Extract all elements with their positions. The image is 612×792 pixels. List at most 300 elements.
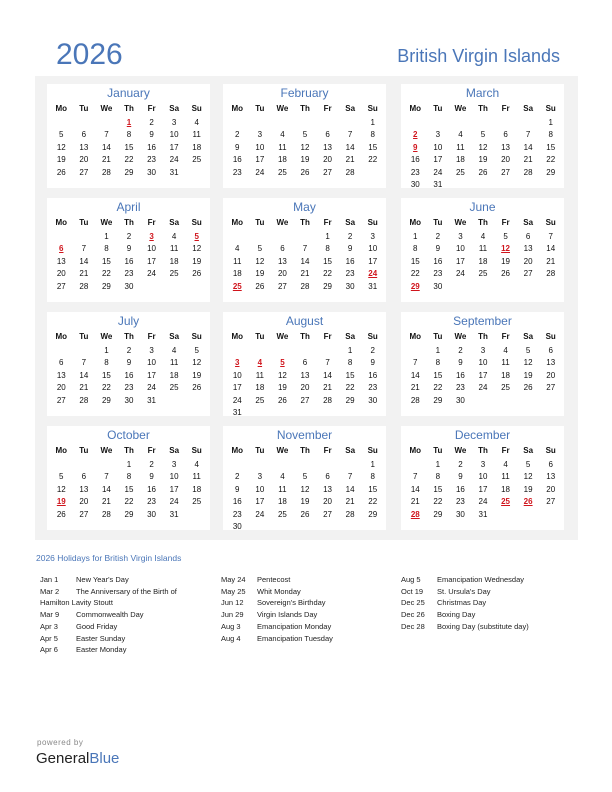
holiday-entry (40, 633, 177, 645)
day-cell: 29 (546, 167, 556, 177)
day-grid (404, 345, 562, 407)
day-cell: 30 (455, 509, 465, 519)
day-cell: 16 (410, 155, 420, 165)
day-cell: 28 (323, 395, 333, 405)
weekday-label: Tu (433, 332, 443, 341)
empty-cell (294, 117, 317, 129)
day-cell: 30 (433, 281, 443, 291)
holiday-entry (221, 609, 333, 621)
empty-cell (316, 345, 339, 357)
holiday-day-cell: 19 (56, 497, 66, 507)
day-cell: 5 (503, 232, 508, 241)
day-cell: 14 (79, 256, 89, 266)
day-cell: 25 (277, 509, 287, 519)
day-cell: 28 (546, 269, 556, 279)
day-cell: 15 (368, 142, 378, 152)
day-cell: 9 (458, 472, 463, 482)
day-grid (50, 459, 208, 521)
holiday-name: Pentecost (257, 575, 291, 584)
day-cell: 17 (433, 155, 443, 165)
day-cell: 18 (455, 155, 465, 165)
month-name: August (285, 314, 324, 328)
day-cell: 14 (345, 484, 355, 494)
day-grid (404, 231, 562, 293)
weekday-label: Su (191, 332, 202, 341)
day-cell: 20 (300, 383, 310, 393)
weekday-label: Th (300, 446, 310, 455)
day-cell: 17 (255, 155, 265, 165)
holiday-day-cell: 5 (280, 358, 285, 368)
day-cell: 21 (523, 155, 533, 165)
weekday-label: Su (367, 446, 378, 455)
day-cell: 28 (101, 509, 111, 519)
day-cell: 25 (169, 269, 179, 279)
day-cell: 17 (169, 484, 179, 494)
weekday-label: Su (545, 332, 556, 341)
day-cell: 21 (79, 269, 89, 279)
holiday-day-cell: 4 (257, 358, 263, 368)
holiday-date: Dec 25 (401, 598, 425, 608)
empty-cell (294, 459, 317, 471)
day-cell: 22 (368, 155, 378, 165)
weekday-label: Sa (523, 104, 534, 113)
day-cell: 18 (169, 370, 179, 380)
day-cell: 1 (325, 232, 330, 241)
day-cell: 7 (347, 130, 353, 140)
day-cell: 19 (255, 269, 265, 279)
day-cell: 10 (147, 358, 157, 368)
weekday-label: Fr (147, 218, 156, 227)
day-cell: 20 (546, 484, 556, 494)
day-grid (226, 231, 384, 293)
day-cell: 1 (435, 346, 441, 355)
day-cell: 12 (192, 358, 202, 368)
weekday-label: We (454, 218, 467, 227)
weekday-header (50, 218, 208, 227)
holiday-date: Oct 19 (401, 586, 424, 596)
day-cell: 3 (149, 346, 154, 355)
holiday-date: Aug 4 (221, 633, 241, 643)
day-cell: 24 (147, 383, 157, 393)
weekday-label: Mo (55, 332, 68, 341)
day-cell: 9 (149, 472, 154, 482)
day-cell: 6 (59, 358, 64, 368)
holiday-name: Good Friday (76, 621, 118, 631)
holiday-name: Easter Monday (76, 645, 127, 655)
weekday-label: We (276, 104, 289, 113)
month-name: September (453, 314, 512, 328)
day-cell: 29 (368, 509, 378, 519)
day-cell: 24 (433, 167, 443, 177)
month-name: November (276, 428, 333, 442)
holiday-day-cell: 3 (235, 358, 240, 368)
day-cell: 18 (169, 256, 179, 266)
day-cell: 1 (370, 118, 375, 127)
day-cell: 12 (523, 358, 533, 368)
day-cell: 23 (368, 383, 378, 393)
day-cell: 25 (192, 155, 202, 165)
day-cell: 10 (455, 244, 465, 254)
day-cell: 7 (104, 130, 109, 140)
day-cell: 17 (147, 370, 157, 380)
day-cell: 23 (124, 383, 134, 393)
weekday-label: Th (478, 446, 488, 455)
holiday-date: Mar 9 (40, 610, 60, 620)
empty-cell (249, 459, 272, 471)
day-cell: 8 (325, 244, 330, 254)
day-cell: 19 (501, 256, 511, 266)
day-cell: 13 (56, 256, 66, 266)
day-cell: 13 (56, 370, 66, 380)
weekday-label: Sa (169, 446, 180, 455)
empty-cell (339, 117, 362, 129)
day-cell: 9 (435, 244, 441, 254)
weekday-label: We (100, 104, 113, 113)
day-cell: 24 (147, 269, 157, 279)
empty-cell (271, 117, 294, 129)
day-cell: 16 (455, 484, 465, 494)
day-cell: 22 (410, 269, 420, 279)
day-cell: 19 (192, 256, 202, 266)
day-cell: 22 (433, 497, 443, 507)
day-cell: 2 (347, 232, 353, 241)
day-cell: 21 (300, 269, 310, 279)
day-cell: 23 (410, 167, 420, 177)
day-cell: 24 (455, 269, 465, 279)
weekday-label: We (276, 218, 289, 227)
day-cell: 6 (81, 472, 87, 482)
day-cell: 27 (523, 269, 533, 279)
weekday-label: We (276, 446, 289, 455)
month-october (47, 426, 210, 530)
weekday-label: Tu (255, 332, 265, 341)
month-august (223, 312, 386, 416)
day-cell: 14 (101, 484, 111, 494)
day-cell: 2 (435, 232, 441, 241)
day-cell: 17 (232, 383, 242, 393)
empty-cell (226, 459, 249, 471)
day-cell: 16 (147, 142, 157, 152)
year-title: 2026 (56, 38, 123, 71)
day-cell: 14 (300, 256, 310, 266)
holiday-day-cell: 2 (413, 130, 418, 140)
day-cell: 13 (79, 484, 89, 494)
weekday-label: Sa (523, 332, 534, 341)
day-cell: 15 (323, 256, 333, 266)
day-cell: 2 (458, 460, 463, 469)
holiday-day-cell: 28 (410, 509, 420, 519)
holiday-date: Apr 3 (40, 621, 58, 631)
day-cell: 23 (232, 509, 242, 519)
holiday-entry (401, 574, 529, 586)
day-cell: 5 (302, 130, 308, 140)
day-cell: 24 (255, 167, 265, 177)
day-cell: 6 (548, 346, 553, 355)
day-cell: 14 (410, 484, 420, 494)
day-cell: 19 (478, 155, 488, 165)
day-cell: 8 (435, 358, 441, 368)
day-cell: 29 (124, 509, 134, 519)
day-cell: 1 (104, 232, 109, 241)
day-cell: 11 (192, 130, 201, 140)
weekday-label: Th (478, 104, 488, 113)
day-cell: 20 (79, 497, 89, 507)
day-cell: 22 (546, 155, 556, 165)
day-cell: 12 (56, 142, 66, 152)
day-cell: 28 (101, 167, 111, 177)
weekday-label: Tu (255, 218, 265, 227)
day-cell: 4 (171, 346, 177, 355)
day-cell: 2 (149, 460, 154, 469)
day-cell: 18 (232, 269, 242, 279)
empty-cell (517, 117, 540, 129)
weekday-header (50, 104, 208, 113)
day-cell: 31 (169, 167, 179, 177)
weekday-label: Th (124, 104, 134, 113)
day-cell: 31 (368, 281, 378, 291)
day-cell: 11 (278, 142, 287, 152)
day-cell: 4 (171, 232, 177, 241)
day-cell: 4 (280, 130, 285, 140)
day-cell: 4 (235, 244, 240, 254)
holiday-name: Easter Sunday (76, 633, 126, 643)
day-cell: 18 (501, 370, 511, 380)
holiday-column (40, 574, 177, 656)
day-cell: 10 (169, 130, 179, 140)
day-cell: 26 (192, 269, 202, 279)
day-cell: 8 (126, 472, 132, 482)
day-cell: 27 (300, 395, 310, 405)
day-cell: 1 (126, 460, 132, 469)
weekday-label: Th (124, 218, 134, 227)
day-cell: 3 (257, 472, 263, 482)
day-cell: 19 (56, 155, 66, 165)
day-cell: 15 (368, 484, 378, 494)
day-cell: 13 (546, 472, 556, 482)
day-cell: 21 (410, 497, 420, 507)
day-cell: 25 (455, 167, 465, 177)
holiday-date: Apr 5 (40, 633, 58, 643)
empty-cell (294, 231, 317, 243)
day-cell: 14 (323, 370, 333, 380)
day-cell: 15 (124, 484, 134, 494)
day-cell: 4 (503, 460, 508, 469)
empty-cell (226, 345, 249, 357)
day-cell: 12 (300, 484, 310, 494)
day-cell: 18 (192, 484, 202, 494)
weekday-label: Tu (433, 446, 443, 455)
empty-cell (404, 117, 427, 129)
day-cell: 16 (124, 256, 134, 266)
holiday-name: Sovereign's Birthday (257, 598, 326, 608)
day-cell: 26 (478, 167, 488, 177)
day-cell: 11 (192, 472, 201, 482)
holidays-title: 2026 Holidays for British Virgin Islands (36, 553, 182, 563)
month-may (223, 198, 386, 302)
day-cell: 12 (300, 142, 310, 152)
day-cell: 9 (126, 244, 132, 254)
holiday-day-cell: 26 (523, 497, 533, 507)
day-cell: 31 (232, 407, 242, 417)
day-cell: 9 (126, 358, 132, 368)
day-cell: 18 (501, 484, 511, 494)
day-cell: 6 (503, 130, 508, 140)
holiday-name: Emancipation Monday (257, 621, 332, 631)
day-cell: 12 (478, 142, 488, 152)
empty-cell (226, 117, 249, 129)
day-cell: 1 (347, 346, 353, 355)
day-grid (226, 117, 384, 179)
day-cell: 20 (79, 155, 89, 165)
day-cell: 15 (410, 256, 420, 266)
empty-cell (271, 459, 294, 471)
day-cell: 10 (232, 370, 242, 380)
empty-cell (73, 231, 96, 243)
day-cell: 23 (232, 167, 242, 177)
day-cell: 23 (433, 269, 443, 279)
month-name: June (469, 200, 496, 214)
month-april (47, 198, 210, 302)
day-grid (404, 117, 562, 191)
day-cell: 28 (300, 281, 310, 291)
day-cell: 25 (478, 269, 488, 279)
day-cell: 10 (255, 484, 265, 494)
day-cell: 26 (300, 167, 310, 177)
day-cell: 5 (59, 472, 64, 482)
day-cell: 8 (104, 358, 109, 368)
holiday-date: Jan 1 (40, 575, 59, 584)
day-cell: 7 (104, 472, 109, 482)
day-cell: 14 (101, 142, 111, 152)
day-cell: 4 (458, 130, 463, 140)
day-cell: 18 (478, 256, 488, 266)
day-cell: 15 (433, 370, 443, 380)
day-cell: 15 (101, 256, 111, 266)
day-cell: 12 (56, 484, 66, 494)
weekday-label: We (100, 218, 113, 227)
day-cell: 17 (255, 497, 265, 507)
weekday-label: Su (191, 446, 202, 455)
holiday-date: Dec 28 (401, 621, 425, 631)
month-name: October (107, 428, 150, 442)
day-cell: 4 (280, 472, 285, 482)
day-grid (404, 459, 562, 521)
day-cell: 29 (124, 167, 134, 177)
weekday-label: Mo (231, 332, 244, 341)
day-cell: 21 (101, 497, 111, 507)
day-cell: 31 (478, 509, 488, 519)
month-name: February (280, 86, 329, 100)
day-cell: 20 (323, 497, 333, 507)
holiday-entry (401, 621, 529, 633)
empty-cell (249, 231, 272, 243)
day-cell: 20 (323, 155, 333, 165)
holiday-name: New Year's Day (76, 575, 129, 584)
day-cell: 25 (169, 383, 179, 393)
day-cell: 12 (277, 370, 287, 380)
day-cell: 22 (433, 383, 443, 393)
holiday-column (401, 574, 529, 633)
day-cell: 11 (233, 256, 242, 266)
day-cell: 14 (345, 142, 355, 152)
day-cell: 20 (546, 370, 556, 380)
day-cell: 16 (147, 484, 157, 494)
day-cell: 21 (79, 383, 89, 393)
day-cell: 24 (478, 497, 488, 507)
holiday-entry (221, 597, 333, 609)
weekday-label: Th (124, 446, 134, 455)
weekday-label: Mo (231, 218, 244, 227)
day-cell: 23 (455, 497, 465, 507)
day-cell: 16 (232, 155, 242, 165)
day-cell: 15 (546, 142, 556, 152)
day-cell: 3 (458, 232, 463, 241)
weekday-label: Th (124, 332, 134, 341)
holiday-name: Whit Monday (257, 586, 301, 596)
holiday-date: Mar 2 (40, 586, 60, 596)
weekday-label: Su (545, 104, 556, 113)
day-cell: 28 (345, 167, 355, 177)
day-cell: 14 (523, 142, 533, 152)
day-cell: 5 (480, 130, 486, 140)
day-cell: 10 (169, 472, 179, 482)
day-cell: 13 (501, 142, 511, 152)
day-cell: 14 (546, 244, 556, 254)
day-cell: 11 (169, 358, 179, 368)
weekday-label: Mo (409, 332, 422, 341)
empty-cell (249, 117, 272, 129)
weekday-label: Tu (433, 104, 443, 113)
day-cell: 1 (413, 232, 418, 241)
empty-cell (95, 459, 118, 471)
weekday-label: We (454, 446, 467, 455)
weekday-label: Mo (55, 218, 68, 227)
weekday-label: Fr (147, 446, 156, 455)
weekday-header (50, 332, 208, 341)
weekday-header (404, 332, 562, 341)
day-cell: 8 (548, 130, 553, 140)
day-cell: 11 (478, 244, 488, 254)
weekday-label: Su (545, 446, 556, 455)
day-cell: 2 (126, 346, 132, 355)
holiday-name: Emancipation Tuesday (257, 633, 333, 643)
day-cell: 29 (101, 281, 111, 291)
day-cell: 24 (478, 383, 488, 393)
day-cell: 27 (79, 167, 89, 177)
month-name: May (293, 200, 316, 214)
day-cell: 26 (192, 383, 202, 393)
holiday-day-cell: 9 (413, 142, 418, 152)
day-cell: 12 (523, 472, 533, 482)
weekday-header (50, 446, 208, 455)
day-grid (226, 345, 384, 419)
weekday-header (226, 218, 384, 227)
day-cell: 13 (523, 244, 533, 254)
day-cell: 23 (124, 269, 134, 279)
day-cell: 2 (126, 232, 132, 241)
day-cell: 20 (56, 269, 66, 279)
day-cell: 23 (147, 155, 157, 165)
day-cell: 6 (525, 232, 531, 241)
day-cell: 19 (523, 484, 533, 494)
day-cell: 16 (232, 497, 242, 507)
day-cell: 22 (124, 497, 134, 507)
weekday-header (404, 104, 562, 113)
empty-cell (50, 117, 73, 129)
weekday-label: Tu (79, 446, 89, 455)
weekday-label: We (454, 104, 467, 113)
empty-cell (494, 117, 517, 129)
